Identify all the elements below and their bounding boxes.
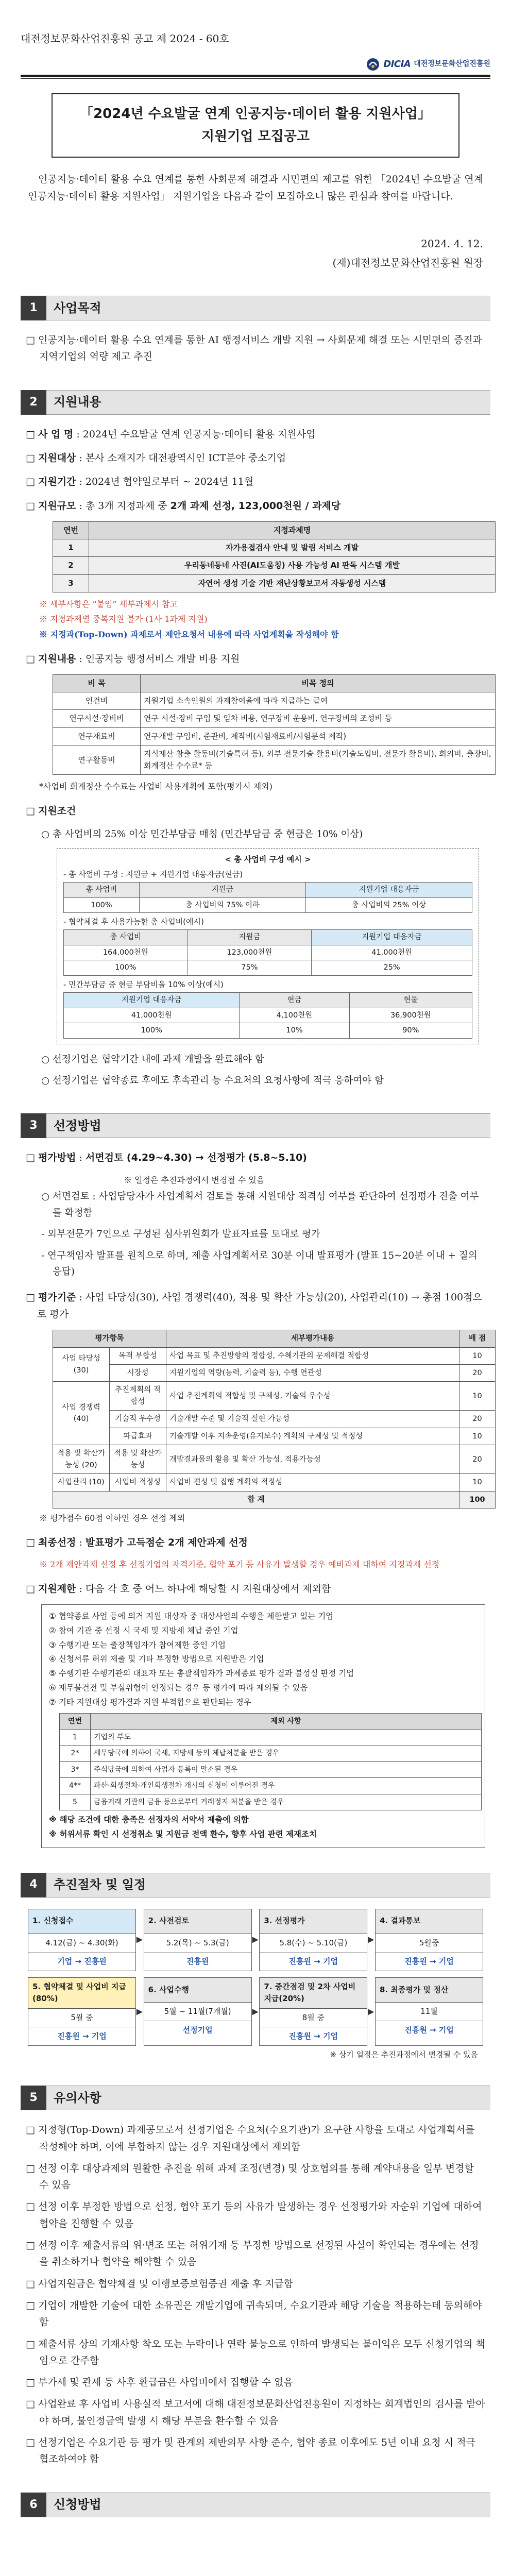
eval-detail: 사업 추진계획의 적합성 및 구체성, 기술의 우수성: [166, 1382, 459, 1411]
ratio-td: 100%: [64, 897, 140, 912]
eval-sub: 파급효과: [110, 1428, 166, 1445]
org-logo: [21, 57, 490, 72]
task-no: 1: [53, 539, 89, 557]
issuer: (재)대전정보문화산업진흥원 원장: [332, 257, 483, 269]
table-row: [53, 1445, 496, 1474]
table-row: [53, 1347, 496, 1364]
method-sub-1: ○ 서면검토 : 사업담당자가 사업계획서 검토를 통해 지원대상 적격성 여부를 판단하여 선정평가 진출 여부를 확정함: [41, 1191, 479, 1218]
intro-paragraph: 인공지능·데이터 활용 수요 연계를 통한 사회문제 해결과 시민편의 제고를 위한 「2024년 수요발굴 연계 인공지능·데이터 활용 지원사업」 지원기업을 다음과 같이 모집하오니 많은 관심과 참여를 바랍니다.: [28, 173, 483, 202]
section-number: 1: [21, 296, 46, 320]
ratio-table-1: [63, 882, 472, 913]
support-scale: □ 지원규모 : 총 3개 지정과제 중 2개 과제 선정, 123,000천원 / 과제당: [26, 500, 341, 512]
support-items: □ 지원내용 : 인공지능 행정서비스 개발 비용 지원: [26, 653, 240, 665]
flow-step-title: 3. 선정평가: [260, 1909, 367, 1934]
exc-no: 4**: [60, 1778, 91, 1794]
cost-definition: 연구개발 구입비, 준관비, 제작비(시험재료비/시험분석 제작): [141, 727, 496, 745]
caution-item: □ 선정 이후 부정한 방법으로 선정, 협약 포기 등의 사유가 발생하는 경우 선정평가와 자순위 기업에 대하여 협약을 진행할 수 있음: [26, 2198, 485, 2232]
table-row: [60, 1729, 482, 1745]
ratio-td: 164,000천원: [64, 945, 188, 960]
section-number: 2: [21, 390, 46, 415]
eval-col-detail: 세부평가내용: [166, 1330, 459, 1347]
flow-step: [28, 1977, 143, 2046]
exc-col-item: 제외 사항: [91, 1713, 482, 1729]
flow-step: [144, 1977, 259, 2046]
exclude-extra-2: ※ 허위서류 확인 시 선정취소 및 지원금 전액 환수, 향후 사업 관련 제재조치: [49, 1829, 317, 1839]
arrow-right-icon: ▶: [252, 2006, 259, 2016]
ratio-td: 10%: [240, 1023, 349, 1038]
exc-col-no: 연번: [60, 1713, 91, 1729]
selection-method: □ 평가방법 : 서면검토 (4.29~4.30) → 선정평가 (5.8~5.10): [26, 1152, 307, 1164]
eval-sub: 목적 부합성: [110, 1347, 166, 1364]
ratio-td: 25%: [312, 960, 472, 975]
table-row: [60, 1794, 482, 1810]
cost-category: 연구시설·장비비: [53, 710, 141, 727]
ratio-th: 현물: [349, 993, 472, 1008]
ratio-td: 100%: [64, 960, 188, 975]
exclusion-item: ⑤ 수행기관 수행기관의 대표자 또는 총괄책임자가 과제종료 평가 결과 불성실 판정 기업: [49, 1669, 354, 1679]
logo-org-name: 대전정보문화산업진흥원: [414, 60, 490, 69]
eval-detail: 지원기업의 역량(능력, 기술력 등), 수행 연관성: [166, 1365, 459, 1382]
flow-step-role: 진흥원 → 기업: [288, 1956, 338, 1966]
task-no: 3: [53, 574, 89, 592]
section-title: 추진절차 및 일정: [46, 1873, 490, 1897]
cost-category: 인건비: [53, 692, 141, 710]
flow-step-date: 8월 중: [260, 2009, 367, 2027]
ratio-table-2: [63, 929, 472, 975]
header-rule-thin: [21, 78, 490, 79]
flow-step-date: 5월중: [376, 1934, 483, 1953]
caution-item: □ 선정 이후 대상과제의 원활한 추진을 위해 과제 조정(변경) 및 상호협의를 통해 계약내용을 일부 변경할 수 있음: [26, 2160, 485, 2194]
exc-no: 1: [60, 1729, 91, 1745]
cost-category: 연구재료비: [53, 727, 141, 745]
flow-step-title: 2. 사전검토: [144, 1909, 251, 1934]
document-number: 대전정보문화산업진흥원 공고 제 2024 - 60호: [21, 32, 229, 45]
table-row: [53, 1411, 496, 1428]
exc-text: 파산·회생절차·개인회생절차 개시의 신청이 이루어진 경우: [91, 1778, 482, 1794]
arrow-right-icon: ▶: [136, 2006, 143, 2016]
flow-step-title: 5. 협약체결 및 사업비 지급(80%): [28, 1978, 135, 2009]
exclusion-item: ⑦ 기타 지원대상 평가결과 지원 부적합으로 판단되는 경우: [49, 1697, 251, 1707]
title-line-2: 지원기업 모집공고: [201, 129, 310, 145]
ratio-td: 41,000천원: [312, 945, 472, 960]
exclusion-item: ① 협약종료 사업 등에 의거 지원 대상자 중 대상사업의 수행을 제한받고 있는 기업: [49, 1612, 334, 1621]
ratio-th: 현금: [240, 993, 349, 1008]
flow-step-role: 진흥원 → 기업: [57, 2031, 107, 2041]
eval-points: 20: [459, 1365, 496, 1382]
eval-sub: 추진계획의 적합성: [110, 1382, 166, 1411]
table-row: [60, 1778, 482, 1794]
table-row: [53, 557, 496, 574]
table-row: [53, 574, 496, 592]
flow-step-date: 11월: [376, 2003, 483, 2021]
eval-sub: 기술적 우수성: [110, 1411, 166, 1428]
evaluation-table: [53, 1330, 496, 1509]
caution-item: □ 기업이 개발한 기술에 대한 소유권은 개발기업에 귀속되며, 수요기관과 해당 기술을 적용하는데 동의해야 함: [26, 2297, 485, 2331]
eval-points: 20: [459, 1411, 496, 1428]
eval-detail: 사업비 편성 및 집행 계획의 적정성: [166, 1474, 459, 1491]
ratio-td: 4,100천원: [240, 1008, 349, 1023]
ratio-table-3: [63, 992, 472, 1038]
section-title: 신청방법: [46, 2493, 490, 2517]
section-2-header: [21, 390, 490, 415]
ratio-th: 지원금: [139, 883, 305, 897]
eval-note: ※ 평가점수 60점 이하인 경우 선정 제외: [39, 1513, 185, 1523]
flow-step-date: 5월 중: [28, 2009, 135, 2027]
task-no: 2: [53, 557, 89, 574]
section-4-header: [21, 1873, 490, 1897]
cost-definition: 지식재산 창출 활동비(기술특허 등), 외부 전문기술 활용비(기술도입비, 전문가 활용비), 회의비, 출장비, 회계정산 수수료* 등: [141, 745, 496, 775]
support-target: □ 지원대상 : 본사 소재지가 대전광역시인 ICT분야 중소기업: [26, 452, 286, 464]
flow-step-role: 진흥원 → 기업: [288, 2031, 338, 2041]
exclusion-box: [41, 1604, 485, 1848]
ratio-head: < 총 사업비 구성 예시 >: [225, 854, 311, 864]
eval-col-points: 배 점: [459, 1330, 496, 1347]
table-row: [53, 1428, 496, 1445]
section-number: 5: [21, 2086, 46, 2110]
flow-step-date: 4.12(금) ~ 4.30(화): [28, 1934, 135, 1953]
exclusion-item: ② 참여 기관 중 선정 시 국세 및 지방세 체납 중인 기업: [49, 1625, 239, 1635]
eval-detail: 사업 목표 및 추진방향의 정합성, 수혜기관의 문제해결 적합성: [166, 1347, 459, 1364]
ratio-td: 36,900천원: [349, 1008, 472, 1023]
cost-note: *사업비 회계정산 수수료는 사업비 사용계획에 포함(평가시 제외): [39, 782, 272, 792]
exclusion-table: [59, 1713, 482, 1810]
eval-total-label: 합 계: [53, 1491, 459, 1508]
ratio-th: 지원기업 대응자금: [64, 993, 240, 1008]
ratio-label-2: - 협약체결 후 사용가능한 총 사업비(예시): [63, 917, 204, 927]
ratio-td: 41,000천원: [64, 1008, 240, 1023]
flow-step-date: 5.2(목) ~ 5.3(금): [144, 1934, 251, 1953]
title-box: [52, 93, 459, 158]
caution-item: □ 부가세 및 관세 등 사후 환급금은 사업비에서 집행할 수 없음: [26, 2374, 485, 2391]
condition-1: ○ 총 사업비의 25% 이상 민간부담금 매칭 (민간부담금 중 현금은 10% 이상): [41, 829, 363, 840]
support-conditions: □ 지원조건: [26, 805, 76, 817]
eval-detail: 개발결과물의 활용 및 확산 가능성, 적용가능성: [166, 1445, 459, 1474]
exc-text: 세무당국에 의하여 국세, 지방세 등의 체납처분을 받은 경우: [91, 1745, 482, 1761]
section-title: 유의사항: [46, 2086, 490, 2110]
exclusion-item: ③ 수행기관 또는 출장책임자가 참여제한 중인 기업: [49, 1640, 226, 1650]
eval-col-item: 평가항목: [53, 1330, 166, 1347]
ratio-td: 90%: [349, 1023, 472, 1038]
eval-points: 10: [459, 1382, 496, 1411]
support-period: □ 지원기간 : 2024년 협약일로부터 ~ 2024년 11월: [26, 476, 254, 488]
table-row: [60, 1761, 482, 1777]
task-note-3: ※ 지정과(Top-Down) 과제로서 제안요청서 내용에 따라 사업계획을 작성해야 함: [39, 630, 339, 640]
task-name: 자가용접검사 안내 및 발림 서비스 개발: [89, 539, 496, 557]
flow-step-role: 진흥원: [186, 1956, 209, 1966]
condition-2: ○ 선정기업은 협약기간 내에 과제 개발을 완료해야 함: [41, 1054, 264, 1065]
section-6-header: [21, 2493, 490, 2517]
flow-step: [259, 1909, 374, 1972]
caution-item: □ 제출서류 상의 기재사항 착오 또는 누락이나 연락 불능으로 인하여 발생되는 불이익은 모두 신청기업의 책임으로 간주함: [26, 2336, 485, 2369]
eval-group: 사업 타당성 (30): [53, 1347, 110, 1382]
task-note-1: ※ 세부사항은 “붙임” 세부과제서 참고: [39, 599, 178, 609]
cost-definition: 연구 시설·장비 구입 및 임차 비용, 연구장비 운용비, 연구장비의 조성비 등: [141, 710, 496, 727]
flow-step: [375, 1977, 483, 2046]
exc-no: 2*: [60, 1745, 91, 1761]
final-selection: □ 최종선정 : 발표평가 고득점순 2개 제안과제 선정: [26, 1536, 248, 1548]
cost-col-def: 비목 정의: [141, 674, 496, 692]
ratio-td: 총 사업비의 75% 이하: [139, 897, 305, 912]
ratio-td: 75%: [188, 960, 312, 975]
section-title: 지원내용: [46, 390, 490, 415]
method-note: ※ 일정은 추진과정에서 변경될 수 있음: [124, 1175, 265, 1185]
ratio-example-box: [57, 848, 479, 1044]
org-logo-icon: [366, 57, 380, 72]
exc-no: 5: [60, 1794, 91, 1810]
section-number: 6: [21, 2493, 46, 2517]
table-row: [53, 1365, 496, 1382]
caution-item: □ 사업완료 후 사업비 사용실적 보고서에 대해 대전정보문화산업진흥원이 지정하는 회계법인의 검사를 받아야 하며, 불인정금액 발생 시 해당 부분을 환수할 수 있음: [26, 2396, 485, 2429]
flow-step-title: 8. 최종평가 및 정산: [376, 1978, 483, 2003]
ratio-th: 지원금: [188, 930, 312, 945]
ratio-td: 총 사업비의 25% 이상: [305, 897, 472, 912]
flow-step: [259, 1977, 374, 2046]
section-title: 사업목적: [46, 296, 490, 320]
exclusion-item: ④ 신청서류 허위 제출 및 기타 부정한 방법으로 지원받은 기업: [49, 1654, 264, 1664]
task-name: 우리동네동네 사진(AI도움칭) 사용 가능성 AI 판독 시스템 개발: [89, 557, 496, 574]
cost-col-cat: 비 목: [53, 674, 141, 692]
cautions-list: [21, 2122, 490, 2467]
eval-sub: 적용 및 확산가능성: [110, 1445, 166, 1474]
cost-table: [53, 674, 496, 775]
eval-points: 20: [459, 1445, 496, 1474]
title-line-1: 「2024년 수요발굴 연계 인공지능·데이터 활용 지원사업」: [80, 106, 431, 122]
eval-sub: 사업비 적정성: [110, 1474, 166, 1491]
caution-item: □ 지정형(Top-Down) 과제공모로서 선정기업은 수요처(수요기관)가 요구한 사항을 토대로 사업계획서를 작성해야 하며, 이에 부합하지 않는 경우 지원대상에서 제외함: [26, 2122, 485, 2155]
flow-step-date: 5.8(수) ~ 5.10(금): [260, 1934, 367, 1953]
ratio-th: 지원기업 대응자금: [305, 883, 472, 897]
exclusion: □ 지원제한 : 다음 각 호 중 어느 하나에 해당할 시 지원대상에서 제외함: [26, 1583, 331, 1595]
ratio-th: 지원기업 대응자금: [312, 930, 472, 945]
caution-item: □ 사업지원금은 협약체결 및 이행보증보험증권 제출 후 지급함: [26, 2276, 485, 2292]
flow-step-title: 1. 신청접수: [28, 1909, 135, 1934]
method-sub-3: - 연구책임자 발표를 원칙으로 하며, 제출 사업계획서로 30분 이내 발표평가 (발표 15~20분 이내 + 질의응답): [41, 1250, 478, 1278]
flow-step-role: 선정기업: [182, 2025, 213, 2035]
eval-detail: 기술개발 이후 지속운영(유지보수) 계획의 구체성 및 적정성: [166, 1428, 459, 1445]
eval-points: 10: [459, 1347, 496, 1364]
tasks-col-no: 연번: [53, 521, 89, 539]
ratio-label-1: - 총 사업비 구성 : 지원금 + 지원기업 대응자금(현금): [63, 870, 243, 879]
header-rule: [21, 75, 490, 77]
flow-step-title: 4. 결과통보: [376, 1909, 483, 1934]
cost-category: 연구활동비: [53, 745, 141, 775]
table-row: [53, 710, 496, 727]
cost-definition: 지원기업 소속인원의 과제참여율에 따라 지급하는 급여: [141, 692, 496, 710]
task-name: 자연어 생성 기술 기반 재난상황보고서 자동생성 시스템: [89, 574, 496, 592]
ratio-td: 123,000천원: [188, 945, 312, 960]
exc-text: 기업의 부도: [91, 1729, 482, 1745]
final-note: ※ 2개 제안과제 선정 후 선정기업의 자격기준, 협약 포기 등 사유가 발생할 경우 예비과제 대하여 지정과제 선정: [39, 1560, 440, 1570]
eval-group: 적용 및 확산가능성 (20): [53, 1445, 110, 1474]
exc-no: 3*: [60, 1761, 91, 1777]
flow-step-role: 진흥원 → 기업: [404, 2025, 454, 2035]
flow-note: ※ 상기 일정은 추진과정에서 변경될 수 있음: [330, 2050, 478, 2060]
table-row: [53, 1382, 496, 1411]
exc-text: 주식당국에 의하여 사업자 등록이 말소된 경우: [91, 1761, 482, 1777]
flow-step: [144, 1909, 259, 1972]
eval-detail: 기술개발 수준 및 기술적 실현 가능성: [166, 1411, 459, 1428]
table-row: [53, 727, 496, 745]
flow-step-title: 6. 사업수행: [144, 1978, 251, 2003]
table-row: [60, 1745, 482, 1761]
ratio-label-3: - 민간부담금 중 현금 부담비율 10% 이상(예시): [63, 979, 224, 989]
ratio-td: 100%: [64, 1023, 240, 1038]
section-5-header: [21, 2086, 490, 2110]
arrow-right-icon: ▶: [368, 1934, 374, 1944]
flow-step-role: 진흥원 → 기업: [404, 1956, 454, 1966]
tasks-col-name: 지정과제명: [89, 521, 496, 539]
logo-word: DICIA: [383, 59, 411, 70]
support-name: □ 사 업 명 : 2024년 수요발굴 연계 인공지능·데이터 활용 지원사업: [26, 428, 316, 440]
table-row: [53, 692, 496, 710]
exclude-extra-1: ※ 해당 조건에 대한 충족은 선정자의 서약서 제출에 의함: [49, 1815, 249, 1824]
arrow-right-icon: ▶: [368, 2006, 374, 2016]
flow-step-role: 기업 → 진흥원: [57, 1956, 107, 1966]
section-title: 선정방법: [46, 1113, 490, 1138]
eval-total-value: 100: [459, 1491, 496, 1508]
table-row: [53, 745, 496, 775]
flow-step: [28, 1909, 143, 1972]
ratio-th: 총 사업비: [64, 930, 188, 945]
purpose-text: □ 인공지능·데이터 활용 수요 연계를 통한 AI 행정서비스 개발 지원 → 사회문제 해결 또는 시민편의 증진과 지역기업의 역량 제고 추진: [26, 332, 485, 365]
eval-group: 사업 경쟁력 (40): [53, 1382, 110, 1445]
table-row: [53, 1474, 496, 1491]
flow-step-date: 5월 ~ 11월(7개월): [144, 2003, 251, 2021]
arrow-right-icon: ▶: [252, 1934, 259, 1944]
eval-points: 10: [459, 1428, 496, 1445]
announcement-date: 2024. 4. 12.: [421, 238, 483, 250]
condition-3: ○ 선정기업은 협약종료 후에도 후속관리 등 수요처의 요청사항에 적극 응하여야 함: [41, 1075, 384, 1086]
method-sub-2: - 외부전문가 7인으로 구성된 심사위원회가 발표자료를 토대로 평가: [41, 1229, 320, 1240]
section-number: 3: [21, 1113, 46, 1138]
section-1-header: [21, 296, 490, 320]
eval-sub: 시장성: [110, 1365, 166, 1382]
table-row: [53, 539, 496, 557]
arrow-right-icon: ▶: [136, 1934, 143, 1944]
process-flow: [28, 1909, 483, 2046]
section-3-header: [21, 1113, 490, 1138]
flow-step-title: 7. 중간점검 및 2차 사업비 지급(20%): [260, 1978, 367, 2009]
task-note-2: ※ 지정과제별 중복지원 불가 (1사 1과제 지원): [39, 614, 208, 624]
selection-criteria: □ 평가기준 : 사업 타당성(30), 사업 경쟁력(40), 적용 및 확산 가능성(20), 사업관리(10) → 총점 100점으로 평가: [26, 1292, 482, 1320]
ratio-th: 총 사업비: [64, 883, 140, 897]
exclusion-item: ⑥ 재무불건전 및 부실위험이 인정되는 경우 등 평가에 따라 제외될 수 있음: [49, 1683, 308, 1692]
exc-text: 금융거래 기관의 금융 등으로부터 거래정지 처분을 받은 경우: [91, 1794, 482, 1810]
eval-group: 사업관리 (10): [53, 1474, 110, 1491]
caution-item: □ 선정 이후 제출서류의 위·변조 또는 허위기재 등 부정한 방법으로 선정된 사실이 확인되는 경우에는 선정을 취소하거나 협약을 해약할 수 있음: [26, 2237, 485, 2270]
caution-item: □ 선정기업은 수요기관 등 평가 및 관계의 제반의무 사항 준수, 협약 종료 이후에도 5년 이내 요청 시 적극 협조하여야 함: [26, 2434, 485, 2468]
section-number: 4: [21, 1873, 46, 1897]
tasks-table: [53, 521, 496, 592]
eval-points: 10: [459, 1474, 496, 1491]
flow-step: [375, 1909, 483, 1972]
